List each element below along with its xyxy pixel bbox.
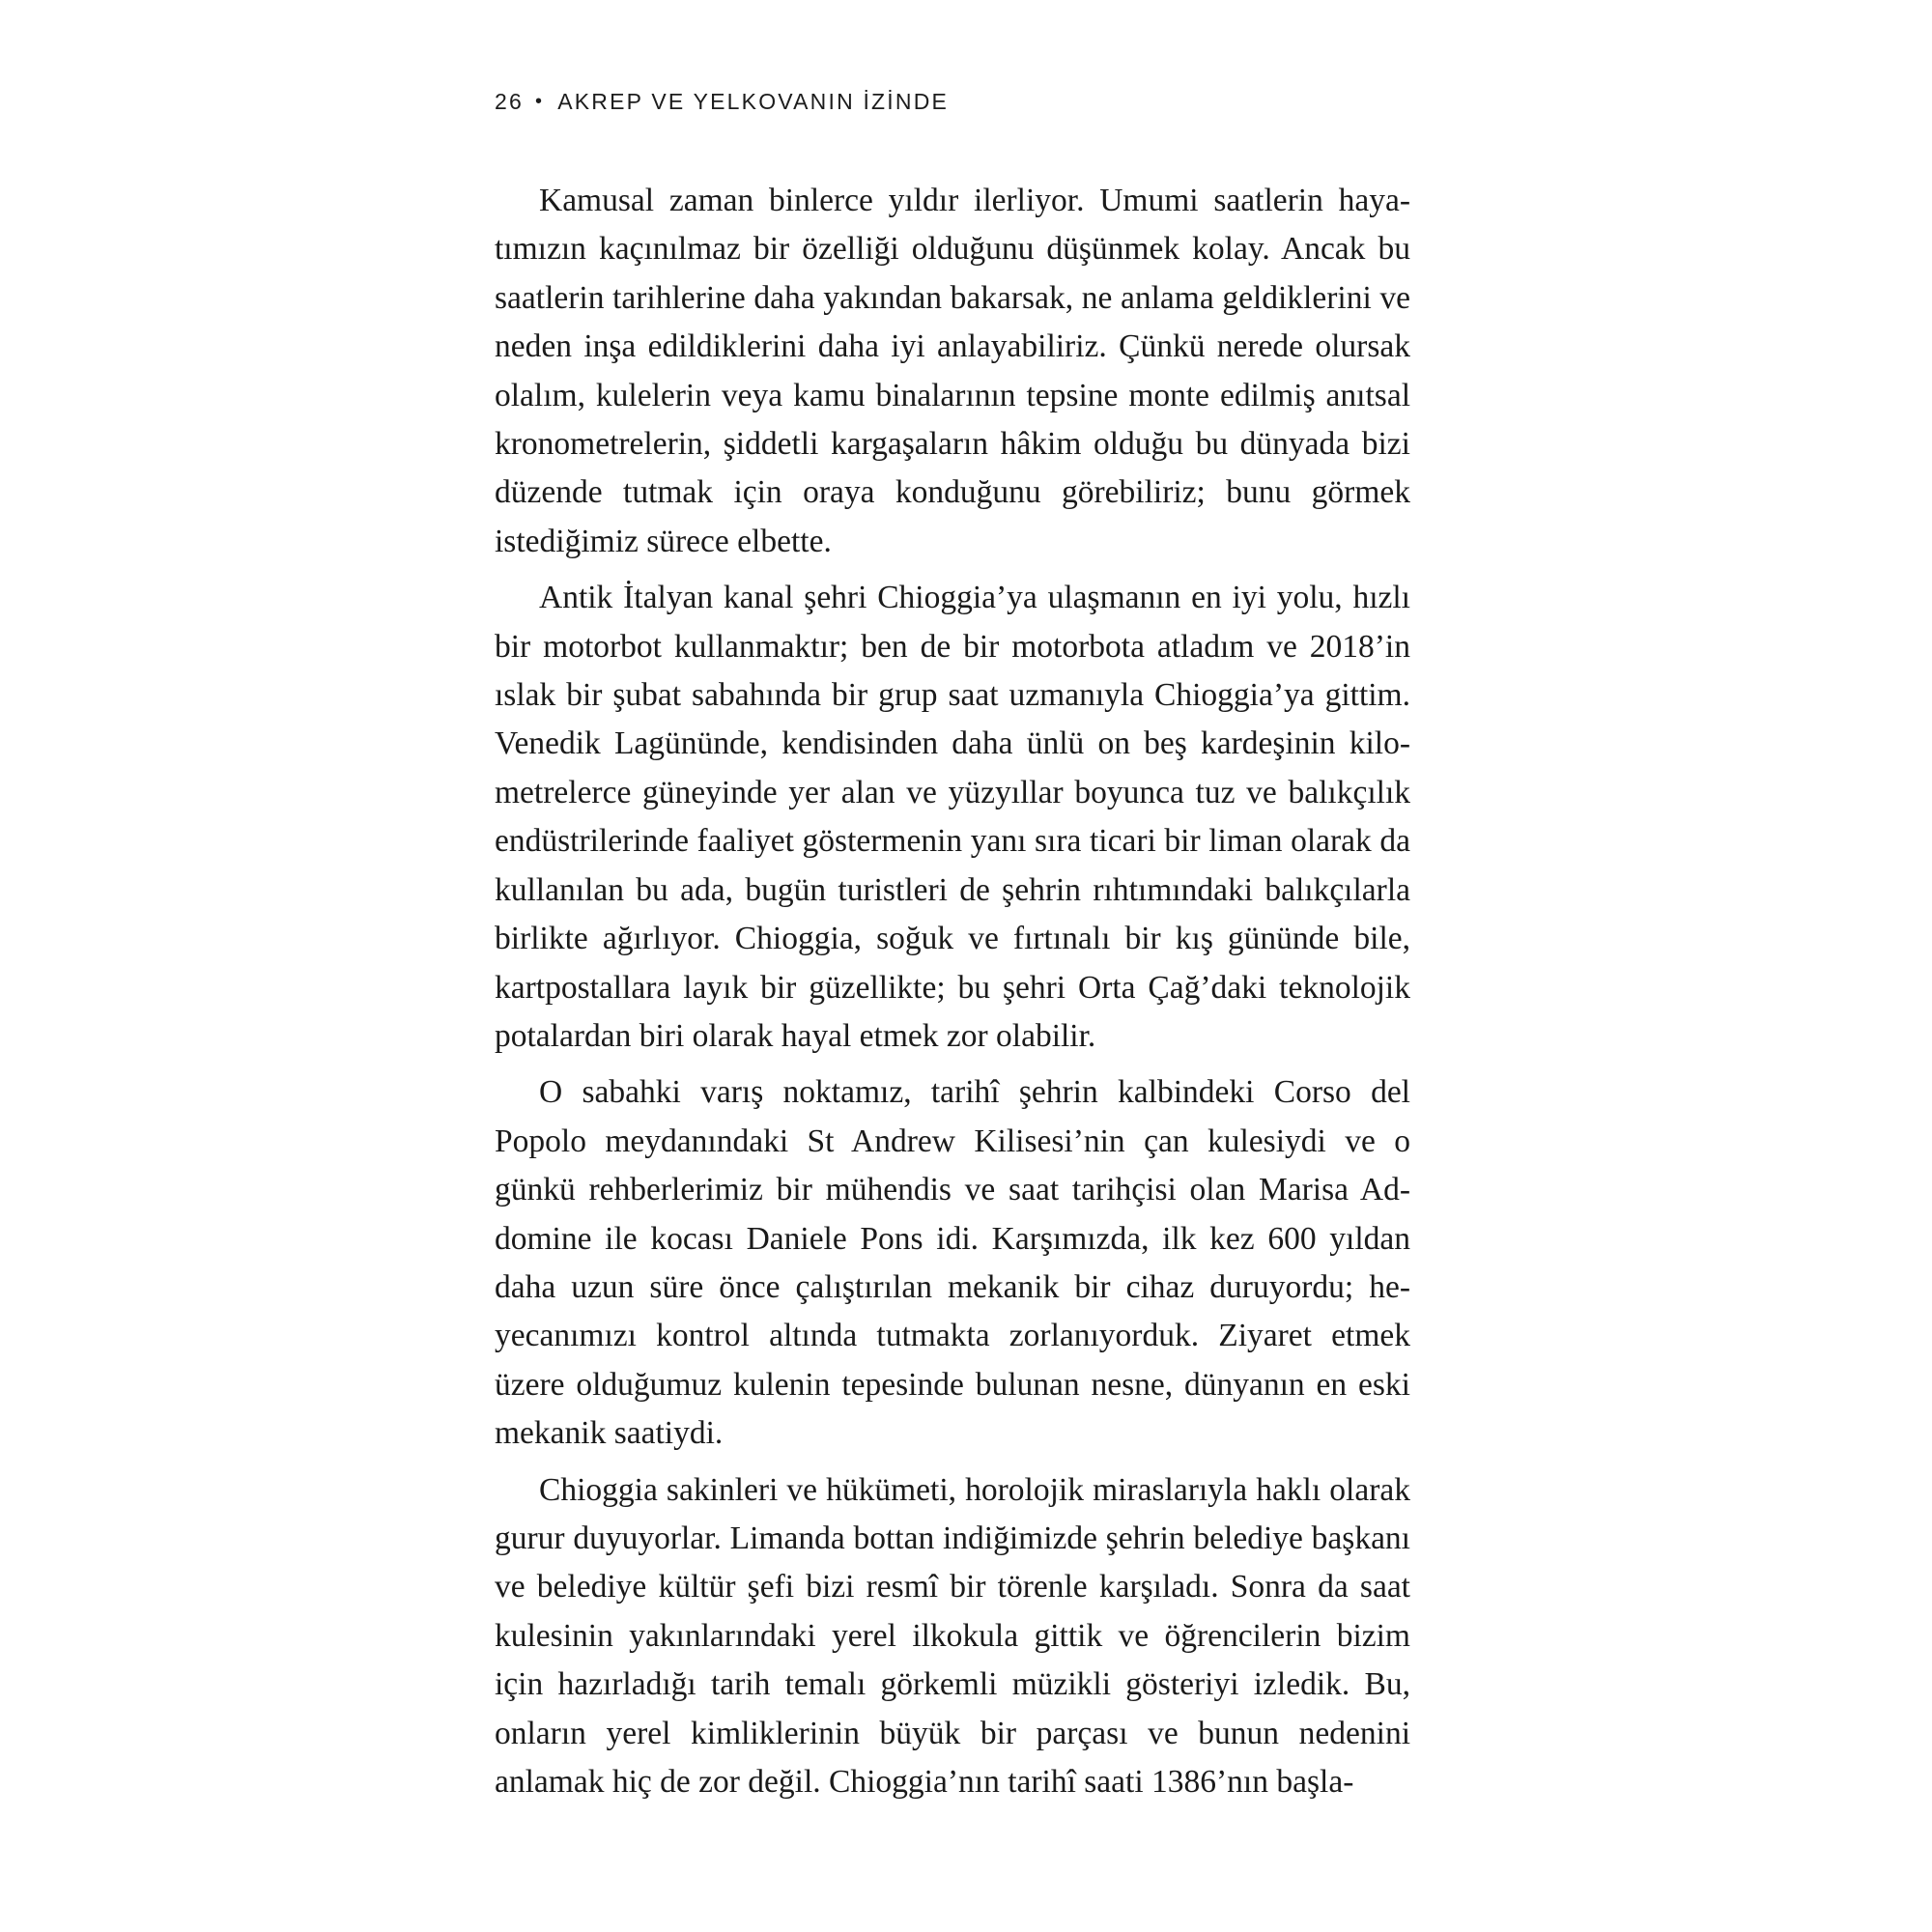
paragraph: Chioggia sakinleri ve hükümeti, horolojik miraslarıyla haklı olarak gurur duyuyorlar. Limanda bottan indiğimizde şehrin belediye başkanı ve belediye kültür şefi bizi resmî bir törenle karşıladı. Sonra da saat kulesinin yakınlarındaki yerel ilkokula gittik ve öğrencilerin bizim için hazırladığı tarih temalı görkemli müzikli gösteriyi izledik. Bu, onların yerel kimliklerinin büyük bir parçası ve bunun nedenini anlamak hiç de zor değil. Chioggia’nın tarihî saati 1386’nın başla- (495, 1471, 1410, 1800)
running-head (495, 89, 949, 115)
paragraph: Kamusal zaman binlerce yıldır ilerliyor. Umumi saatlerin hayatımızın kaçınılmaz bir özelliği olduğunu düşünmek kolay. Ancak bu saatlerin tarihlerine daha yakından bakarsak, ne anlama geldiklerini ve neden inşa edildiklerini daha iyi anlayabiliriz. Çünkü nerede olursak olalım, kulelerin veya kamu binalarının tepsine monte edilmiş anıtsal kronometrelerin, şiddetli kargaşaların hâkim olduğu bu dünyada bizi düzende tutmak için oraya konduğunu görebiliriz; bunu görmek istediğimiz sürece elbette. (495, 183, 1410, 559)
paragraph: O sabahki varış noktamız, tarihî şehrin kalbindeki Corso del Popolo meydanındaki St Andrew Kilisesi’nin çan kulesiydi ve o günkü rehberlerimiz bir mühendis ve saat tarihçisi olan Marisa Addomine ile kocası Daniele Pons idi. Karşımızda, ilk kez 600 yıldan daha uzun süre önce çalıştırılan mekanik bir cihaz duruyordu; heyecanımızı kontrol altında tutmakta zorlanıyorduk. Ziyaret etmek üzere olduğumuz kulenin tepesinde bulunan nesne, dünyanın en eski mekanik saatiydi. (495, 1074, 1410, 1452)
body-text (495, 177, 1410, 1814)
book-title: AKREP VE YELKOVANIN İZİNDE (557, 89, 950, 114)
page-number: 26 (495, 89, 524, 114)
header-separator: • (534, 91, 545, 112)
paragraph: Antik İtalyan kanal şehri Chioggia’ya ulaşmanın en iyi yolu, hızlı bir motorbot kullanmaktır; ben de bir motorbota atladım ve 2018’in ıslak bir şubat sabahında bir grup saat uzmanıyla Chioggia’ya gittim. Venedik Lagününde, kendisinden daha ünlü on beş kardeşinin kilometrelerce güneyinde yer alan ve yüzyıllar boyunca tuz ve balıkçılık endüstrilerinde faaliyet göstermenin yanı sıra ticari bir liman olarak da kullanılan bu ada, bugün turistleri de şehrin rıhtımındaki balıkçılarla birlikte ağırlıyor. Chioggia, soğuk ve fırtınalı bir kış gününde bile, kartpostallara layık bir güzellikte; bu şehri Orta Çağ’daki teknolojik potalardan biri olarak hayal etmek zor olabilir. (495, 580, 1410, 1054)
